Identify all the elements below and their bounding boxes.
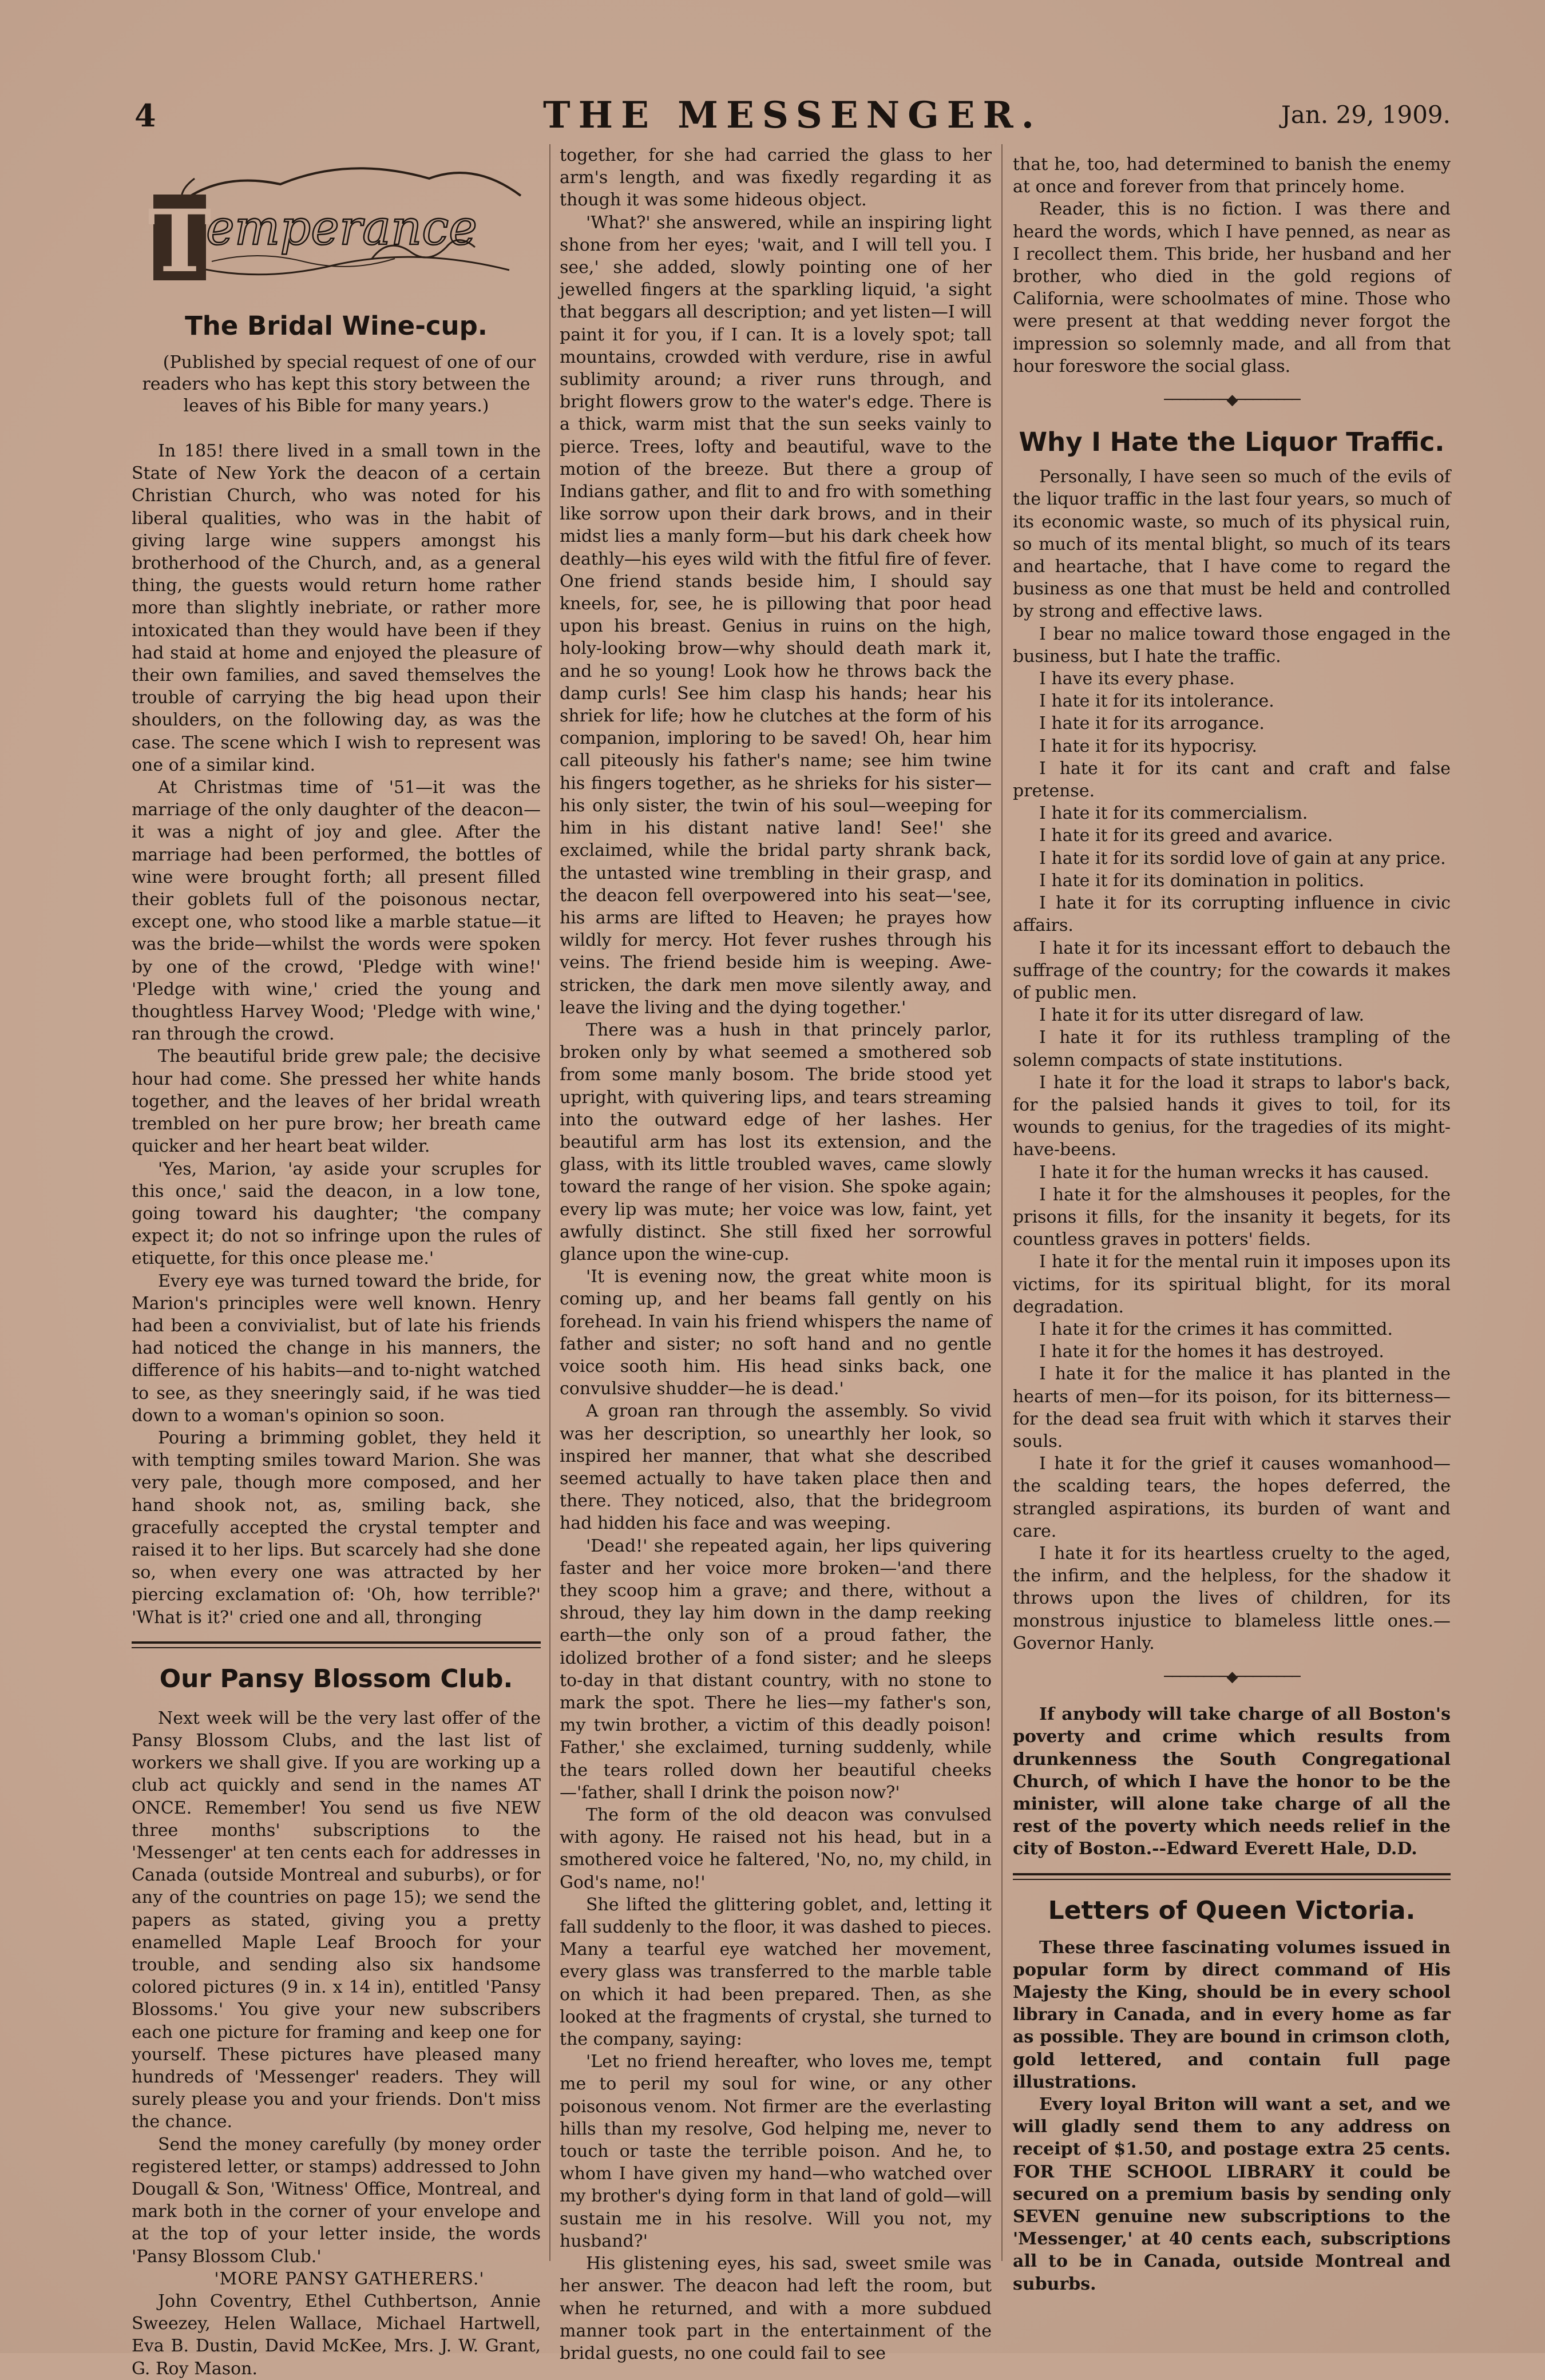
pansy-gatherers-subhead: 'MORE PANSY GATHERERS.' <box>214 2268 485 2289</box>
paragraph: I have its every phase. <box>1039 669 1235 689</box>
paragraph: I hate it for the almshouses it peoples, for the prisons it fills, for the insanity it begets, for its countless graves in potters' fields. <box>1013 1184 1451 1250</box>
pansy-club-title: Our Pansy Blossom Club. <box>159 1664 513 1693</box>
liquor-traffic-title: Why I Hate the Liquor Traffic. <box>1019 427 1445 458</box>
column-divider <box>549 144 550 2261</box>
paragraph: I hate it for its incessant effort to debauch the suffrage of the country; for the cowards it makes of public men. <box>1013 938 1451 1003</box>
paragraph: The form of the old deacon was convulsed with agony. He raised not his head, but in a smothered voice he faltered, 'No, no, my child, in God's name, no!' <box>560 1805 992 1893</box>
paragraph: Personally, I have seen so much of the evils of the liquor traffic in the last four years, so much of its economic waste, so much of its physical ruin, so much of its mental blight, so much of its tears and heartache, that I have come to regard the business as one that must be held and controlled by strong and effective laws. <box>1013 467 1451 622</box>
paragraph: His glistening eyes, his sad, sweet smile was her answer. The deacon had left the room, but when he returned, and with a more subdued manner took part in the entertainment of the bridal guests, no one could fail to see <box>560 2254 992 2363</box>
column-3 <box>1013 153 1451 2295</box>
paragraph: I hate it for its intolerance. <box>1039 691 1274 712</box>
masthead <box>134 94 1451 137</box>
paragraph: I hate it for its corrupting influence in civic affairs. <box>1013 893 1451 936</box>
paragraph: Reader, this is no fiction. I was there and heard the words, which I have penned, as near as I recollect them. This bride, her husband and her brother, who died in the gold regions of California, were schoolmates of mine. Those who were present at that wedding never forgot the impression so solemnly made, and all from that hour foreswore the social glass. <box>1013 199 1451 376</box>
bridal-wine-cup-title: The Bridal Wine-cup. <box>185 311 488 341</box>
queen-victoria-title: Letters of Queen Victoria. <box>1048 1895 1416 1925</box>
paragraph: I hate it for its commercialism. <box>1039 803 1308 824</box>
paragraph: I hate it for its domination in politics. <box>1039 870 1365 891</box>
paragraph: I hate it for the crimes it has committed. <box>1039 1319 1393 1339</box>
liquor-traffic-body <box>1013 466 1451 1655</box>
issue-date: Jan. 29, 1909. <box>1281 101 1451 129</box>
paragraph: She lifted the glittering goblet, and, letting it fall suddenly to the floor, it was dashed to pieces. Many a tearful eye watched her movement, every glass was transferred to the marble table on which it had been prepared. Then, as she looked at the fragments of crystal, she turned to the company, saying: <box>560 1894 992 2050</box>
paragraph: together, for she had carried the glass to her arm's length, and was fixedly regarding it as though it was some hideous object. <box>560 145 992 211</box>
paragraph: Send the money carefully (by money order registered letter, or stamps) addressed to John Dougall & Son, 'Witness' Office, Montreal, and mark both in the corner of your envelope and at the top of your letter inside, the words 'Pansy Blossom Club.' <box>132 2134 541 2267</box>
paragraph: I hate it for its heartless cruelty to the aged, the infirm, and the helpless, for the shadow it throws upon the lives of children, for its monstrous injustice to blameless little ones.—Governor Hanly. <box>1013 1543 1451 1653</box>
pansy-gatherers-names: John Coventry, Ethel Cuthbertson, Annie Sweezey, Helen Wallace, Michael Hartwell, Eva B. Dustin, David McKee, Mrs. J. W. Grant, G. Roy Mason. <box>132 2291 541 2379</box>
bridal-wine-cup-body <box>132 440 541 1629</box>
paragraph: 'Yes, Marion, 'ay aside your scruples for this once,' said the deacon, in a low tone, going toward his daughter; 'the company expect it; do not so infringe upon the rules of etiquette, for this once please me.' <box>132 1159 541 1269</box>
paragraph: I hate it for the homes it has destroyed. <box>1039 1342 1384 1362</box>
page-number: 4 <box>134 97 156 134</box>
paragraph: I hate it for the malice it has planted in the hearts of men—for its poison, for its bitterness—for the dead sea fruit with which it starves their souls. <box>1013 1364 1451 1451</box>
paragraph: Every loyal Briton will want a set, and we will gladly send them to any address on receipt of $1.50, and postage extra 25 cents. FOR THE SCHOOL LIBRARY it could be secured on a premium basis by sending only SEVEN genuine new subscriptions to the 'Messenger,' at 40 cents each, subscriptions all to be in Canada, outside Montreal and suburbs. <box>1013 2095 1451 2294</box>
paragraph: 'It is evening now, the great white moon is coming up, and her beams fall gently on his forehead. In vain his friend whispers the name of father and sister; no soft hand and no gentle voice sooth him. His head sinks back, one convulsive shudder—he is dead.' <box>560 1267 992 1399</box>
pansy-club-body <box>132 1707 541 2380</box>
paragraph: A groan ran through the assembly. So vivid was her description, so unearthly her look, so inspired her manner, that what she described seemed actually to have taken place then and there. They noticed, also, that the bridegroom had hidden his face and was weeping. <box>560 1401 992 1534</box>
temperance-emblem-art <box>132 144 541 310</box>
paragraph: Pouring a brimming goblet, they held it with tempting smiles toward Marion. She was very pale, though more composed, and her hand shook not, as, smiling back, she gracefully accepted the crystal tempter and raised it to her lips. But scarcely had she done so, when every one was attracted by her piercing exclamation of: 'Oh, how terrible?' 'What is it?' cried one and all, thronging <box>132 1427 541 1628</box>
ornament-divider: ────────◆──────── <box>1164 1668 1300 1685</box>
section-rule <box>132 1641 541 1648</box>
paragraph: These three fascinating volumes issued in popular form by direct command of His Majesty the King, should be in every school library in Canada, and in every home as far as possible. They are bound in crimson cloth, gold lettered, and contain full page illustrations. <box>1013 1937 1451 2092</box>
paragraph: that he, too, had determined to banish the enemy at once and forever from that princely home. <box>1013 154 1451 197</box>
section-rule <box>1013 1873 1451 1880</box>
paragraph: I hate it for the human wrecks it has caused. <box>1039 1162 1429 1183</box>
paragraph: I hate it for the mental ruin it imposes upon its victims, for its spiritual blight, for its moral degradation. <box>1013 1252 1451 1317</box>
paragraph: At Christmas time of '51—it was the marriage of the only daughter of the deacon—it was a night of joy and glee. After the marriage had been performed, the bottles of wine were brought forth; all present filled their goblets full of the poisonous nectar, except one, who stood like a marble statue—it was the bride—whilst the words were spoken by one of the crowd, 'Pledge with wine!' 'Pledge with wine,' cried the young and thoughtless Harvey Wood; 'Pledge with wine,' ran through the crowd. <box>132 778 541 1045</box>
svg-text:emperance: emperance <box>206 200 477 256</box>
paragraph: I hate it for its cant and craft and false pretense. <box>1013 758 1451 802</box>
paragraph: I hate it for its hypocrisy. <box>1039 736 1257 756</box>
svg-text:T: T <box>148 191 212 292</box>
paragraph: Every eye was turned toward the bride, for Marion's principles were well known. Henry had been a convivialist, but of late his friends had noticed the change in his manners, the difference of his habits—and to-night watched to see, as they sneeringly said, if he was tied down to a woman's opinion so soon. <box>132 1271 541 1426</box>
paragraph: I hate it for its ruthless trampling of the solemn compacts of state institutions. <box>1013 1028 1451 1070</box>
paragraph: There was a hush in that princely parlor, broken only by what seemed a smothered sob from some manly bosom. The bride stood yet upright, with quivering lips, and tears streaming into the outward edge of her lashes. Her beautiful arm has lost its extension, and the glass, with its little troubled waves, came slowly toward the range of her vision. She spoke again; every lip was mute; her voice was low, faint, yet awfully distinct. She still fixed her sorrowful glance upon the wine-cup. <box>560 1020 992 1264</box>
paragraph: 'What?' she answered, while an inspiring light shone from her eyes; 'wait, and I will tell you. I see,' she added, slowly pointing one of her jewelled fingers at the sparkling liquid, 'a sight that beggars all description; and yet listen—I will paint it for you, if I can. It is a lovely spot; tall mountains, crowded with verdure, rise in awful sublimity around; a river runs through, and bright flowers grow to the water's edge. There is a thick, warm mist that the sun seeks vainly to pierce. Trees, lofty and beautiful, wave to the motion of the breeze. But there a group of Indians gather, and flit to and fro with something like sorrow upon their dark brows, and in their midst lies a manly form—but his dark cheek how deathly—his eyes wild with the fitful fire of fever. One friend stands beside him, I should say kneels, for, see, he is pillowing that poor head upon his breast. Genius in ruins on the high, holy-looking brow—why should death mark it, and he so young! Look how he throws back the damp curls! See him clasp his hands; hear his shriek for life; how he clutches at the form of his companion, imploring to be saved! Oh, hear him call piteously his father's name; see him twine his fingers together, as he shrieks for his sister—his only sister, the twin of his soul—weeping for him in his distant native land! See!' she exclaimed, while the bridal party shrank back, the untasted wine trembling in their grasp, and the deacon fell overpowered into his seat—'see, his arms are lifted to Heaven; he prayes how wildly for mercy. Hot fever rushes through his veins. The friend beside him is weeping. Awe-stricken, the dark men move silently away, and leave the living and the dying together.' <box>560 212 992 1018</box>
newspaper-title: THE MESSENGER. <box>543 94 1042 137</box>
paragraph: I bear no malice toward those engaged in the business, but I hate the traffic. <box>1013 624 1451 667</box>
paragraph: I hate it for its arrogance. <box>1039 713 1265 734</box>
bridal-wine-cup-note: (Published by special request of one of our readers who has kept this story between the leaves of his Bible for many years.) <box>142 352 536 416</box>
queen-victoria-body <box>1013 1937 1451 2295</box>
paragraph: The beautiful bride grew pale; the decisive hour had come. She pressed her white hands together, and the leaves of her bridal wreath trembled on her pure brow; her breath came quicker and her heart beat wilder. <box>132 1046 541 1157</box>
column-divider <box>1001 144 1003 2261</box>
paragraph: I hate it for its sordid love of gain at any price. <box>1039 848 1446 868</box>
ornament-divider: ────────◆──────── <box>1164 391 1300 409</box>
paragraph: 'Let no friend hereafter, who loves me, tempt me to peril my soul for wine, or any other poisonous venom. Not firmer are the everlasting hills than my resolve, God helping me, never to touch or taste the terrible poison. And he, to whom I have given my hand—who watched over my brother's dying form in that land of gold—will sustain me in his resolve. Will you not, my husband?' <box>560 2052 992 2251</box>
paragraph: 'Dead!' she repeated again, her lips quivering faster and her voice more broken—'and there they scoop him a grave; and there, without a shroud, they lay him down in the damp reeking earth—the only son of a proud father, the idolized brother of a fond sister; and he sleeps to-day in that distant country, with no stone to mark the spot. There he lies—my father's son, my twin brother, a victim of this deadly poison! Father,' she exclaimed, turning suddenly, while the tears rolled down her beautiful cheeks—'father, shall I drink the poison now?' <box>560 1536 992 1803</box>
boston-paragraph: If anybody will take charge of all Boston's poverty and crime which results from drunkenness the South Congregational Church, of which I have the honor to be the minister, will alone take charge of all the rest of the poverty which needs relief in the city of Boston.--Edward Everett Hale, D.D. <box>1013 1704 1451 1859</box>
paragraph: I hate it for the load it straps to labor's back, for the palsied hands it gives to toil, for its wounds to genius, for the tragedies of its might-have-beens. <box>1013 1072 1451 1160</box>
paragraph: I hate it for its utter disregard of law. <box>1039 1005 1365 1026</box>
temperance-emblem <box>132 144 541 310</box>
column-2 <box>560 144 992 2365</box>
paragraph: Next week will be the very last offer of the Pansy Blossom Clubs, and the last list of workers we shall give. If you are working up a club act quickly and send in the names AT ONCE. Remember! You send us five NEW three months' subscriptions to the 'Messenger' at ten cents each for addresses in Canada (outside Montreal and suburbs), or for any of the countries on page 15); we send the papers as stated, giving you a pretty enamelled Maple Leaf Brooch for your trouble, and sending also six handsome colored pictures (9 in. x 14 in), entitled 'Pansy Blossoms.' You give your new subscribers each one picture for framing and keep one for yourself. These pictures have pleased many hundreds of 'Messenger' readers. They will surely please you and your friends. Don't miss the chance. <box>132 1708 541 2132</box>
paragraph: I hate it for its greed and avarice. <box>1039 826 1333 846</box>
paragraph: In 185! there lived in a small town in the State of New York the deacon of a certain Christian Church, who was noted for his liberal qualities, who was in the habit of giving large wine suppers amongst his brotherhood of the Church, and, as a general thing, the guests would return home rather more than slightly inebriate, or rather more intoxicated than they would have been if they had staid at home and enjoyed the pleasure of their own families, and saved themselves the trouble of carrying the big head upon their shoulders, on the following day, as was the case. The scene which I wish to represent was one of a similar kind. <box>132 441 541 775</box>
paragraph: I hate it for the grief it causes womanhood—the scalding tears, the hopes deferred, the strangled aspirations, its burden of want and care. <box>1013 1454 1451 1541</box>
column-1 <box>132 144 541 2380</box>
